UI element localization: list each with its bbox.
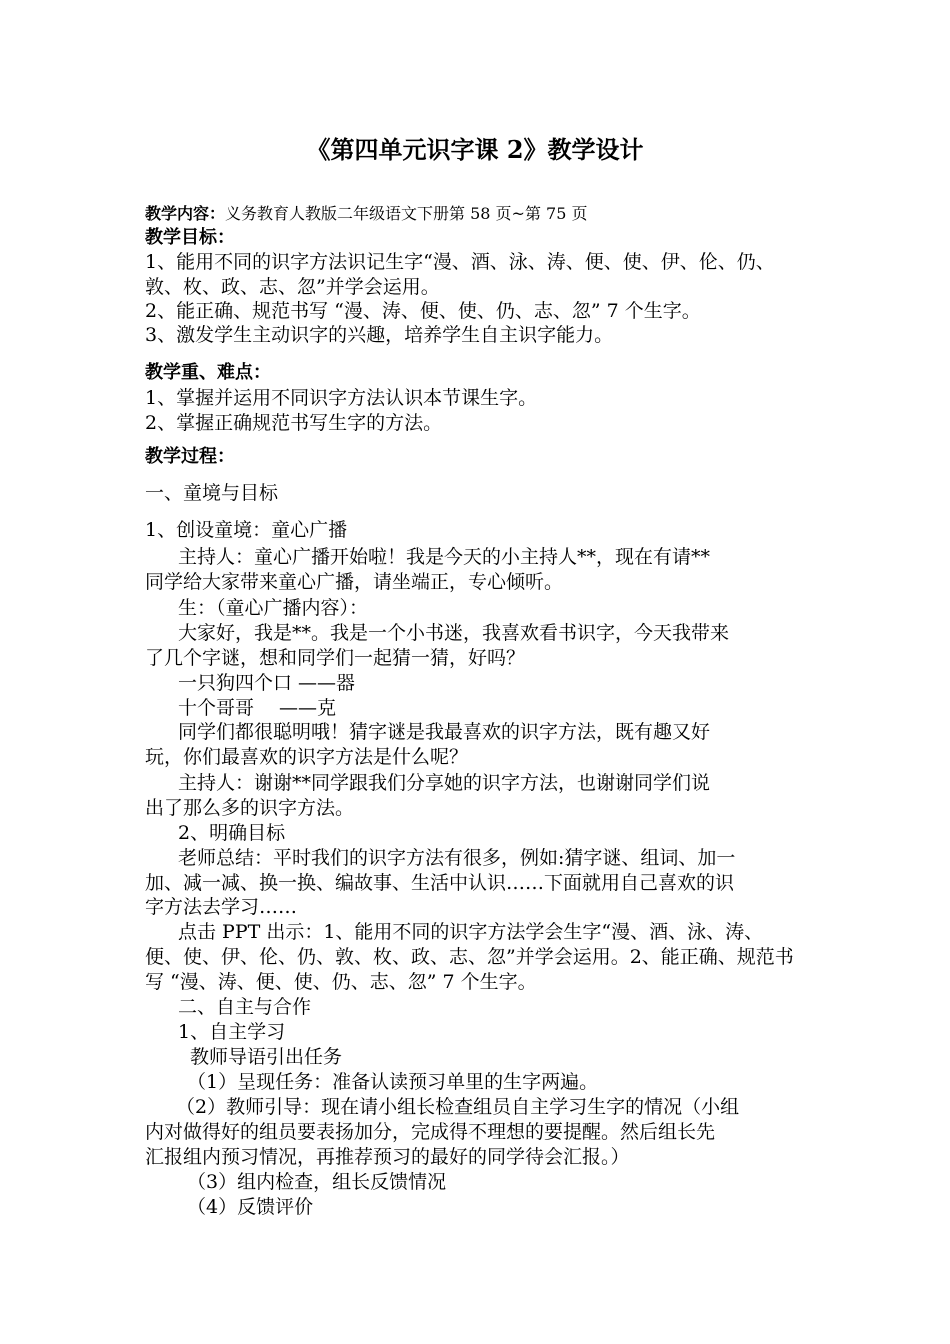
paragraph-line: 玩，你们最喜欢的识字方法是什么呢？ bbox=[145, 746, 469, 768]
paragraph-line: 同学给大家带来童心广播，请坐端正，专心倾听。 bbox=[145, 571, 564, 593]
paragraph-line: 大家好，我是**。我是一个小书迷，我喜欢看书识字，今天我带来 bbox=[178, 622, 730, 644]
paragraph-line: 字方法去学习…… bbox=[145, 896, 298, 918]
step-line: 汇报组内预习情况，再推荐预习的最好的同学待会汇报。） bbox=[145, 1146, 630, 1168]
subsection-heading: 1、创设童境：童心广播 bbox=[145, 519, 348, 541]
goal-line: 3、激发学生主动识字的兴趣，培养学生自主识字能力。 bbox=[145, 324, 614, 346]
step-line: （1）呈现任务：准备认读预习单里的生字两遍。 bbox=[187, 1071, 599, 1093]
key-point-line: 2、掌握正确规范书写生字的方法。 bbox=[145, 412, 443, 434]
section-heading: 二、自主与合作 bbox=[178, 996, 312, 1018]
paragraph-line: 主持人：谢谢**同学跟我们分享她的识字方法，也谢谢同学们说 bbox=[178, 772, 711, 794]
paragraph-line: 出了那么多的识字方法。 bbox=[145, 797, 355, 819]
step-line: （2）教师引导：现在请小组长检查组员自主学习生字的情况（小组 bbox=[176, 1096, 740, 1118]
goal-line: 敦、枚、政、志、忽”并学会运用。 bbox=[145, 276, 440, 298]
paragraph-line: 主持人：童心广播开始啦！我是今天的小主持人**，现在有请** bbox=[178, 546, 711, 568]
paragraph-line: 同学们都很聪明哦！猜字谜是我最喜欢的识字方法，既有趣又好 bbox=[178, 721, 711, 743]
key-point-line: 1、掌握并运用不同识字方法认识本节课生字。 bbox=[145, 387, 538, 409]
paragraph-line: 写 “漫、涛、便、使、仍、志、忽” 7 个生字。 bbox=[145, 971, 537, 993]
subsection-heading: 2、明确目标 bbox=[178, 822, 286, 844]
goals-heading: 教学目标： bbox=[145, 227, 235, 248]
paragraph-line: 生：（童心广播内容）： bbox=[178, 597, 369, 619]
teaching-content-label: 教学内容： bbox=[145, 204, 226, 223]
paragraph-line: 了几个字谜，想和同学们一起猜一猜，好吗？ bbox=[145, 647, 526, 669]
key-points-heading: 教学重、难点： bbox=[145, 362, 271, 383]
paragraph-line: 教师导语引出任务 bbox=[190, 1046, 343, 1068]
step-line: 内对做得好的组员要表扬加分，完成得不理想的要提醒。然后组长先 bbox=[145, 1121, 716, 1143]
step-line: （3）组内检查，组长反馈情况 bbox=[187, 1171, 447, 1193]
subsection-heading: 1、自主学习 bbox=[178, 1021, 286, 1043]
section-heading: 一、童境与目标 bbox=[145, 482, 279, 504]
goal-line: 1、能用不同的识字方法识记生字“漫、酒、泳、涛、便、使、伊、伦、仍、 bbox=[145, 251, 775, 273]
paragraph-line: 加、减一减、换一换、编故事、生活中认识……下面就用自己喜欢的识 bbox=[145, 872, 735, 894]
riddle-line: 一只狗四个口 ——器 bbox=[178, 672, 356, 694]
step-line: （4）反馈评价 bbox=[187, 1196, 314, 1218]
teaching-content bbox=[145, 201, 588, 226]
document-title: 《第四单元识字课 2》教学设计 bbox=[306, 135, 644, 164]
goal-line: 2、能正确、规范书写 “漫、涛、便、使、仍、志、忽” 7 个生字。 bbox=[145, 300, 701, 322]
teaching-content-text: 义务教育人教版二年级语文下册第 58 页~第 75 页 bbox=[225, 204, 588, 223]
paragraph-line: 老师总结：平时我们的识字方法有很多，例如:猜字谜、组词、加一 bbox=[178, 847, 736, 869]
paragraph-line: 便、使、伊、伦、仍、敦、枚、政、志、忽”并学会运用。2、能正确、规范书 bbox=[145, 946, 794, 968]
process-heading: 教学过程： bbox=[145, 446, 235, 467]
paragraph-line: 点击 PPT 出示：1、能用不同的识字方法学会生字“漫、酒、泳、涛、 bbox=[178, 921, 764, 943]
riddle-line: 十个哥哥 ——克 bbox=[178, 697, 337, 719]
